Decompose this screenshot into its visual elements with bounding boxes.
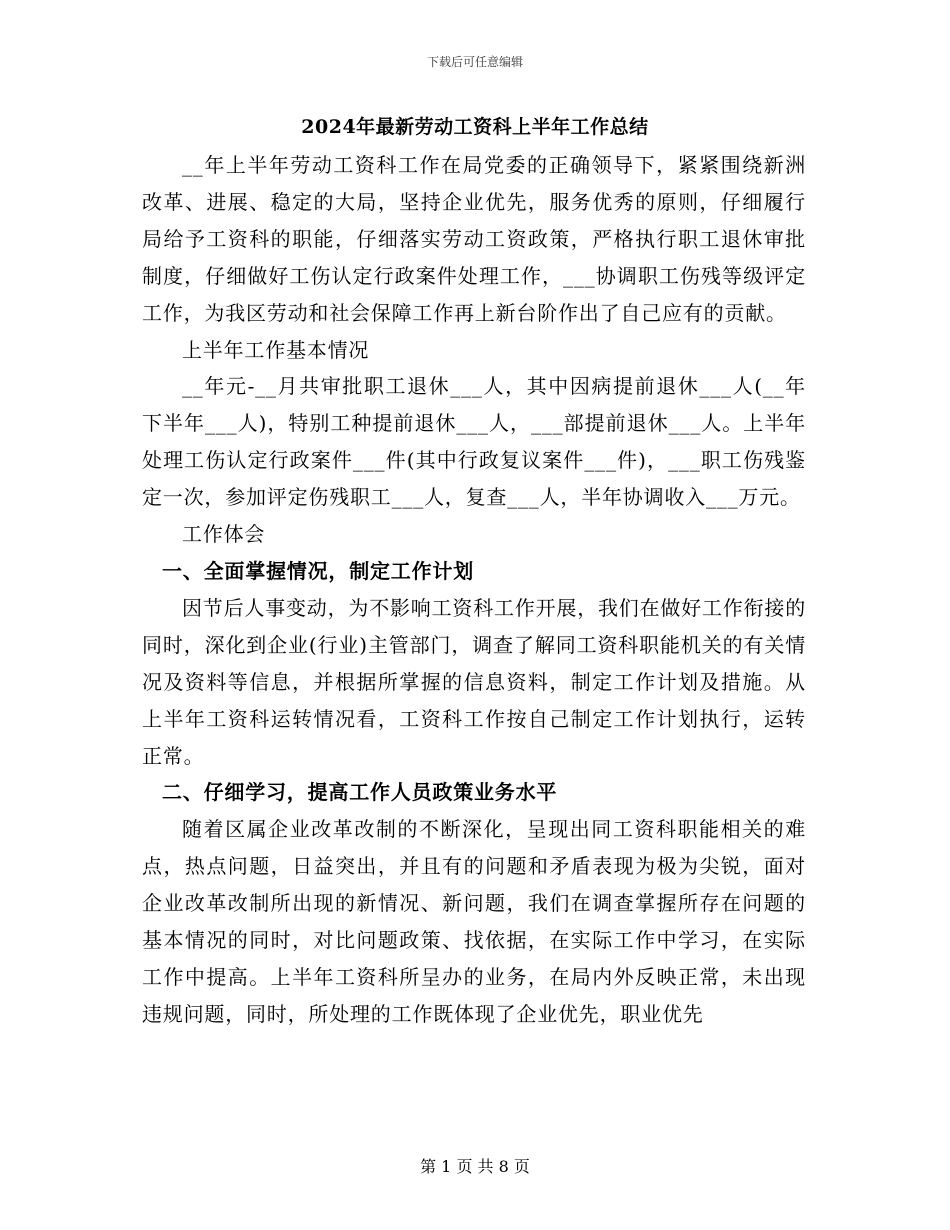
paragraph-section-experience-heading: 工作体会: [182, 522, 266, 547]
paragraph-point-one: 因节后人事变动，为不影响工资科工作开展，我们在做好工作衔接的同时，深化到企业(行业)主管部门，调查了解同工资科职能机关的有关情况及资料等信息，并根据所掌握的信息资料，制定工作计划及措施。从上半年工资科运转情况看，工资科工作按自己制定工作计划执行，运转正常。: [142, 595, 806, 768]
document-body: [142, 147, 806, 1033]
page-header-note: 下载后可任意编辑: [426, 55, 523, 69]
heading-point-two: 二、仔细学习，提高工作人员政策业务水平: [162, 780, 558, 805]
page-number-footer: 第 1 页 共 8 页: [420, 1157, 530, 1176]
paragraph-basic-stats: __年元-__月共审批职工退休___人，其中因病提前退休___人(__年下半年___人)，特别工种提前退休___人，___部提前退休___人。上半年处理工伤认定行政案件___件(其中行政复议案件___件)，___职工伤残鉴定一次，参加评定伤残职工___人，复查___人，半年协调收入___万元。: [142, 374, 806, 510]
document-title: 2024年最新劳动工资科上半年工作总结: [301, 116, 649, 138]
heading-point-one: 一、全面掌握情况，制定工作计划: [162, 558, 474, 583]
paragraph-section-basic-heading: 上半年工作基本情况: [182, 337, 370, 362]
paragraph-point-two: 随着区属企业改革改制的不断深化，呈现出同工资科职能相关的难点，热点问题，日益突出，并且有的问题和矛盾表现为极为尖锐，面对企业改革改制所出现的新情况、新问题，我们在调查掌握所存在问题的基本情况的同时，对比问题政策、找依据，在实际工作中学习，在实际工作中提高。上半年工资科所呈办的业务，在局内外反映正常，未出现违规问题，同时，所处理的工作既体现了企业优先，职业优先: [142, 817, 806, 1026]
paragraph-intro: __年上半年劳动工资科工作在局党委的正确领导下，紧紧围绕新洲改革、进展、稳定的大局，坚持企业优先，服务优秀的原则，仔细履行局给予工资科的职能，仔细落实劳动工资政策，严格执行职工退休审批制度，仔细做好工伤认定行政案件处理工作，___协调职工伤残等级评定工作，为我区劳动和社会保障工作再上新台阶作出了自己应有的贡献。: [142, 153, 806, 325]
